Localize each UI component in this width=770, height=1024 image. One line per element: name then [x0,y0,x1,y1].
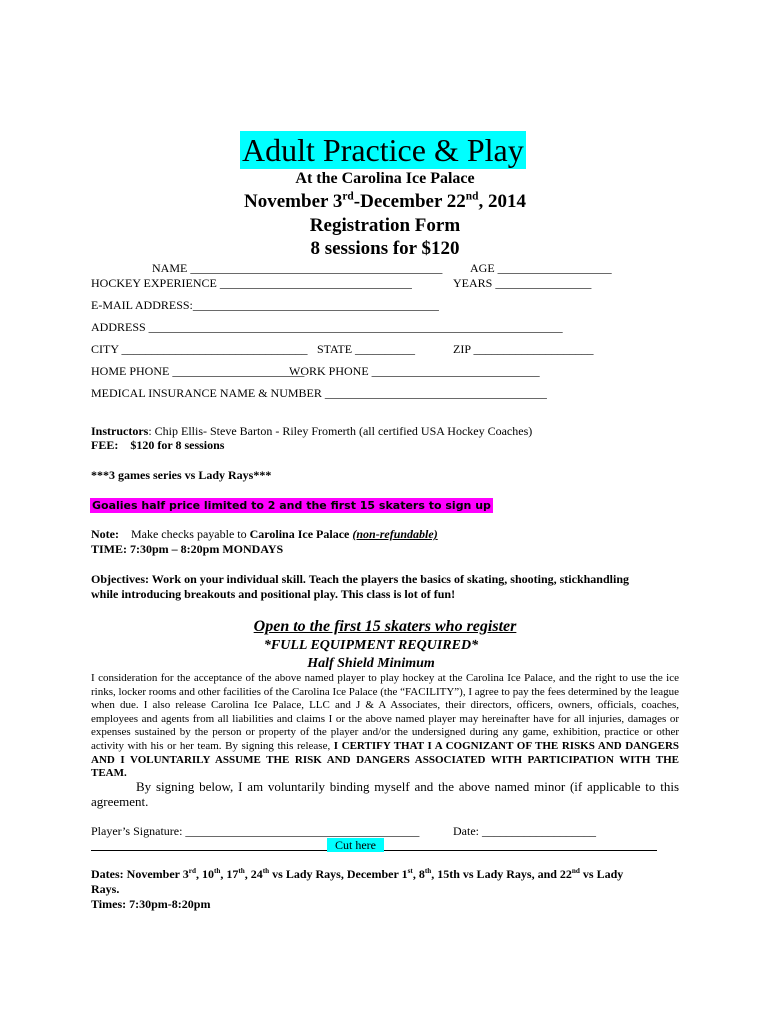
open-heading: Open to the first 15 skaters who register [253,618,517,635]
age-field[interactable]: AGE ___________________ [470,261,612,275]
dates-heading: November 3rd-December 22nd, 2014 [244,190,526,212]
schedule-rays: Rays. [91,882,120,896]
medical-insurance-field[interactable]: MEDICAL INSURANCE NAME & NUMBER _____________________________________ [91,386,547,400]
time-line: TIME: 7:30pm – 8:20pm MONDAYS [91,542,284,556]
years-field[interactable]: YEARS ________________ [453,276,592,290]
objectives-line-1: Objectives: Work on your individual skill. Teach the players the basics of skating, shooting, stickhandling [91,572,629,586]
work-phone-field[interactable]: WORK PHONE ____________________________ [289,364,540,378]
venue-heading: At the Carolina Ice Palace [295,170,475,187]
email-field[interactable]: E-MAIL ADDRESS:_________________________________________ [91,298,439,312]
page-title: Adult Practice & Play [242,132,524,168]
schedule-times: Times: 7:30pm-8:20pm [91,897,211,911]
name-field[interactable]: NAME __________________________________________ [152,261,443,275]
shield-heading: Half Shield Minimum [307,656,435,671]
schedule-dates: Dates: November 3rd, 10th, 17th, 24th vs Lady Rays, December 1st, 8th, 15th vs Lady Rays, and 22nd vs Lady [91,867,624,881]
state-field[interactable]: STATE __________ [317,342,416,356]
hockey-experience-field[interactable]: HOCKEY EXPERIENCE ________________________________ [91,276,412,290]
cut-here-label: Cut here [327,838,384,852]
waiver-paragraph: I consideration for the acceptance of the above named player to play hockey at the Carolina Ice Palace, and the right to use the ice rinks, locker rooms and other facilities of the Carolina Ice Palace (the “FACILITY”), I agree to pay the fees determined by the league when due. I also release Carolina Ice Palace, LLC and J & A Associates, their directors, officers, owners, officials, coaches, employees and agents from all liabilities and claims I or the above named player may hereinafter have for all injuries, damages or expenses sustained by the person or property of the player and/or the undersigned during any game, exhibition, practice or other activity with his or her team. By signing this release, I CERTIFY THAT I A COGNIZANT OF THE RISKS AND DANGERS AND I VOLUNTARILY ASSUME THE RISK AND DANGERS ASSOCIATED WITH PARTICIPATION WITH THE TEAM. [91,672,679,780]
note-line: Note: Make checks payable to Carolina Ice Palace (non-refundable) [91,527,438,541]
zip-field[interactable]: ZIP ____________________ [453,342,594,356]
player-signature-field[interactable]: Player’s Signature: _______________________________________ [91,824,420,838]
form-heading: Registration Form [309,215,461,236]
home-phone-field[interactable]: HOME PHONE ______________________ [91,364,305,378]
instructors-line: Instructors: Chip Ellis- Steve Barton - Riley Fromerth (all certified USA Hockey Coaches) [91,424,533,438]
games-line: ***3 games series vs Lady Rays*** [91,468,272,482]
binding-paragraph: By signing below, I am voluntarily binding myself and the above named minor (if applicable to this agreement. [91,779,679,809]
signature-date-field[interactable]: Date: ___________________ [453,824,596,838]
city-field[interactable]: CITY _______________________________ [91,342,308,356]
fee-line: FEE: $120 for 8 sessions [91,438,225,452]
goalies-highlight: Goalies half price limited to 2 and the first 15 skaters to sign up [92,499,491,512]
equipment-heading: *FULL EQUIPMENT REQUIRED* [263,638,479,653]
objectives-line-2: while introducing breakouts and positional play. This class is lot of fun! [91,587,456,601]
address-field[interactable]: ADDRESS _____________________________________________________________________ [91,320,563,334]
price-heading: 8 sessions for $120 [310,238,460,259]
